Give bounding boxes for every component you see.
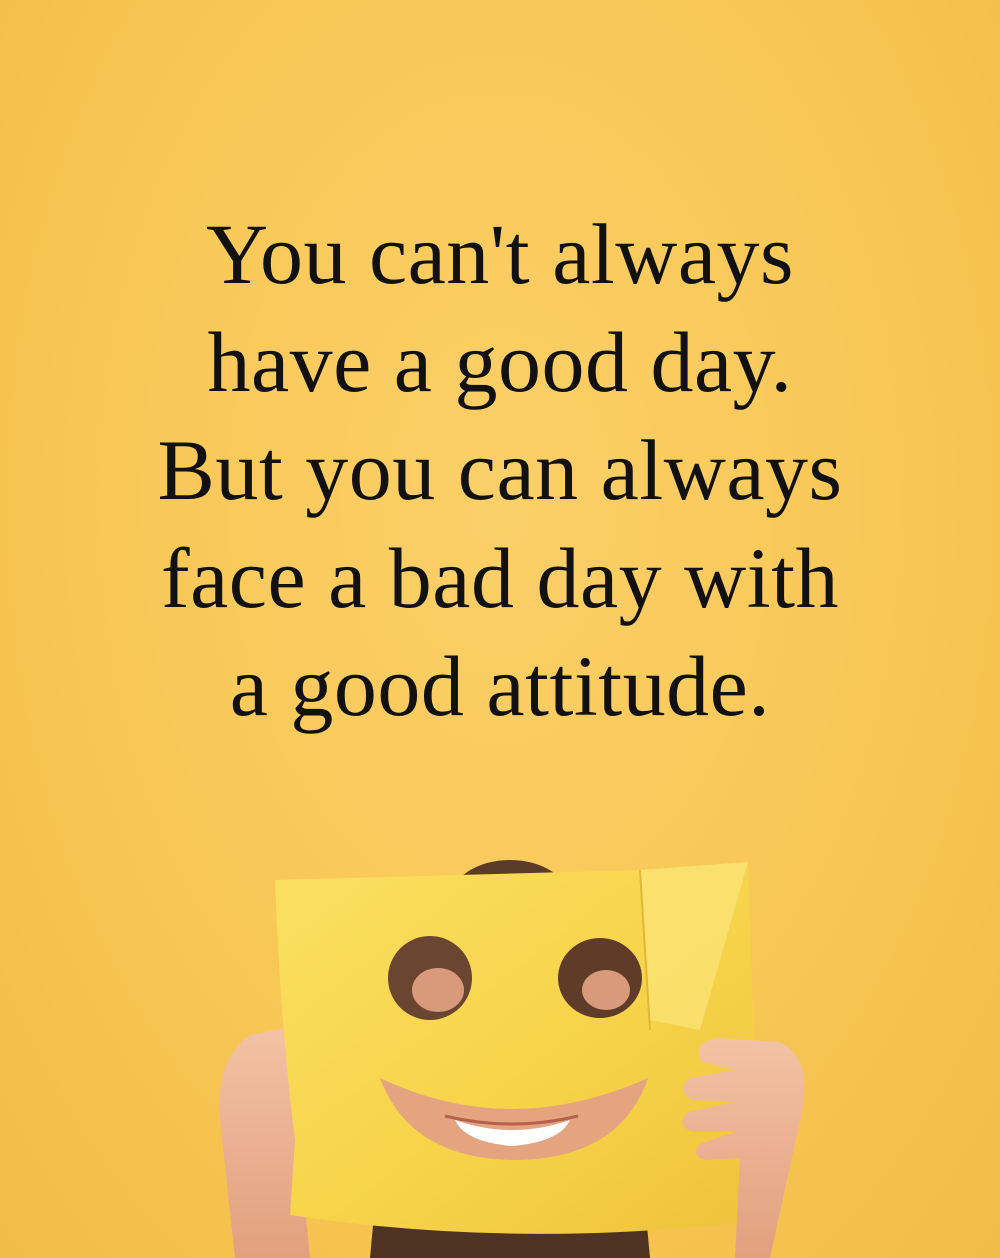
quote-line-5: a good attitude. [229,638,771,734]
quote-line-1: You can't always [205,206,795,302]
quote-line-4: face a bad day with [160,530,840,626]
quote-text [60,200,940,740]
quote-line-3: But you can always [157,422,843,518]
smiley-paper-mask [275,862,760,1234]
smiley-mask-photo [0,820,1000,1258]
quote-line-2: have a good day. [207,314,793,410]
